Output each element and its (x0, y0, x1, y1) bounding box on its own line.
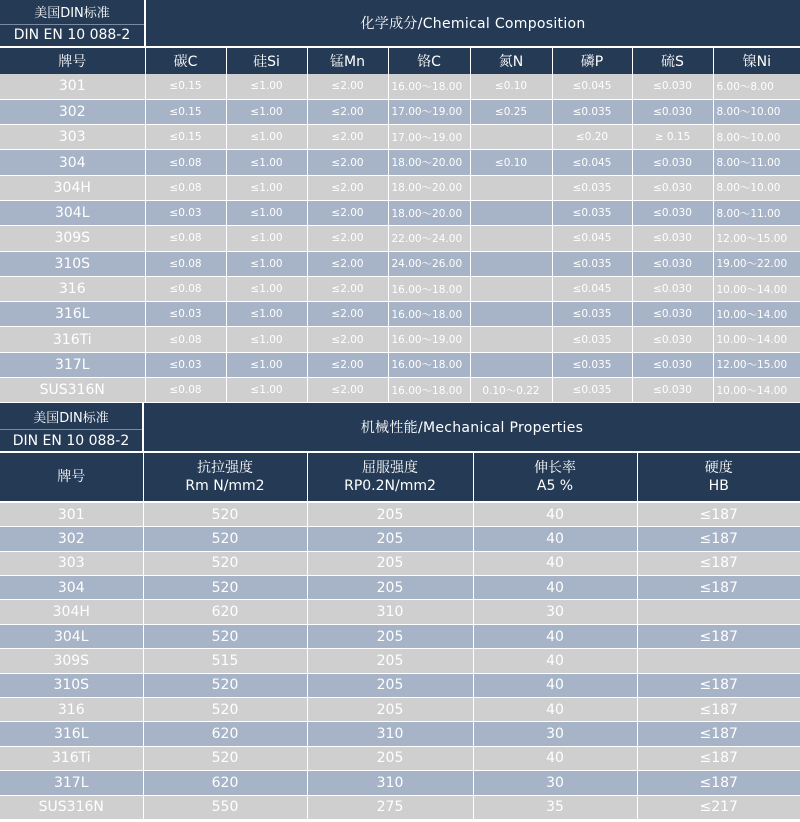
value-cell: ≤0.08 (145, 276, 226, 301)
value-cell: 8.00～10.00 (713, 99, 800, 124)
value-cell (470, 276, 552, 301)
mech-header-property (473, 452, 637, 502)
value-cell: ≤0.030 (632, 99, 713, 124)
value-cell: 10.00～14.00 (713, 378, 800, 403)
value-cell: ≤1.00 (226, 276, 307, 301)
value-cell: ≤0.25 (470, 99, 552, 124)
value-cell: ≤0.030 (632, 352, 713, 377)
table-row (0, 99, 800, 124)
value-cell: 16.00～18.00 (388, 74, 470, 99)
value-cell: ≤1.00 (226, 378, 307, 403)
value-cell: ≤2.00 (307, 125, 388, 150)
value-cell: ≤0.045 (552, 150, 632, 175)
value-cell: 550 (143, 795, 307, 819)
table-row (0, 551, 800, 575)
value-cell: 520 (143, 746, 307, 770)
value-cell: 16.00～18.00 (388, 352, 470, 377)
value-cell: ≤0.08 (145, 226, 226, 251)
value-cell: ≤217 (637, 795, 800, 819)
grade-cell: 316 (0, 276, 145, 301)
value-cell (637, 600, 800, 624)
value-cell: ≤2.00 (307, 175, 388, 200)
value-cell: ≤0.08 (145, 327, 226, 352)
grade-cell: 303 (0, 551, 143, 575)
value-cell: 310 (307, 771, 473, 795)
table-row (0, 200, 800, 225)
table-row (0, 697, 800, 721)
value-cell: ≤0.030 (632, 226, 713, 251)
value-cell: ≤0.035 (552, 352, 632, 377)
value-cell: ≤2.00 (307, 302, 388, 327)
value-cell: 40 (473, 746, 637, 770)
value-cell: 520 (143, 551, 307, 575)
value-cell: ≤2.00 (307, 200, 388, 225)
header-cn-label: 屈服强度 (362, 460, 418, 477)
value-cell (470, 226, 552, 251)
value-cell: 8.00～10.00 (713, 175, 800, 200)
mech-header-grade (0, 452, 143, 502)
value-cell: ≤0.030 (632, 175, 713, 200)
value-cell: 35 (473, 795, 637, 819)
value-cell: ≤2.00 (307, 378, 388, 403)
value-cell: ≤0.08 (145, 150, 226, 175)
table-row (0, 302, 800, 327)
value-cell (470, 327, 552, 352)
value-cell: 40 (473, 624, 637, 648)
value-cell: 520 (143, 673, 307, 697)
value-cell: ≤1.00 (226, 175, 307, 200)
value-cell: ≤187 (637, 551, 800, 575)
table-row (0, 527, 800, 551)
mech-standard-cn: 美国DIN标准 (0, 403, 143, 429)
header-en-label: HB (708, 478, 729, 495)
value-cell: ≤187 (637, 771, 800, 795)
value-cell: ≤0.030 (632, 251, 713, 276)
value-cell: 17.00～19.00 (388, 99, 470, 124)
value-cell: 205 (307, 624, 473, 648)
grade-cell: SUS316N (0, 378, 145, 403)
table-row (0, 251, 800, 276)
value-cell: ≤0.030 (632, 276, 713, 301)
value-cell: ≤1.00 (226, 251, 307, 276)
header-cn-label: 伸长率 (534, 460, 576, 477)
grade-cell: 309S (0, 226, 145, 251)
value-cell: ≥ 0.15 (632, 125, 713, 150)
value-cell (637, 649, 800, 673)
value-cell: 16.00～18.00 (388, 378, 470, 403)
value-cell: ≤0.20 (552, 125, 632, 150)
value-cell: 8.00～11.00 (713, 200, 800, 225)
grade-cell: 317L (0, 352, 145, 377)
value-cell: ≤0.15 (145, 125, 226, 150)
grade-cell: 304L (0, 624, 143, 648)
value-cell: 40 (473, 527, 637, 551)
chem-table-body (0, 74, 800, 403)
value-cell: ≤0.045 (552, 276, 632, 301)
header-cn-label: 牌号 (57, 469, 86, 486)
grade-cell: 304H (0, 175, 145, 200)
value-cell: 30 (473, 722, 637, 746)
mech-header-property (143, 452, 307, 502)
value-cell: 520 (143, 502, 307, 526)
table-row (0, 746, 800, 770)
grade-cell: 309S (0, 649, 143, 673)
table-row (0, 502, 800, 526)
value-cell: ≤0.10 (470, 74, 552, 99)
value-cell: 205 (307, 649, 473, 673)
value-cell: ≤2.00 (307, 276, 388, 301)
value-cell: ≤0.030 (632, 302, 713, 327)
value-cell: ≤187 (637, 746, 800, 770)
value-cell: ≤0.10 (470, 150, 552, 175)
value-cell: 18.00～20.00 (388, 175, 470, 200)
grade-cell: 301 (0, 74, 145, 99)
value-cell: ≤1.00 (226, 99, 307, 124)
chem-header-element: 磷P (552, 47, 632, 74)
value-cell: ≤187 (637, 697, 800, 721)
mech-table-body (0, 502, 800, 819)
value-cell (470, 200, 552, 225)
value-cell: ≤0.030 (632, 200, 713, 225)
header-cn-label: 抗拉强度 (197, 460, 253, 477)
value-cell: 205 (307, 576, 473, 600)
value-cell: 40 (473, 649, 637, 673)
value-cell: 10.00～14.00 (713, 276, 800, 301)
value-cell: ≤187 (637, 527, 800, 551)
value-cell: 22.00～24.00 (388, 226, 470, 251)
value-cell: 520 (143, 576, 307, 600)
grade-cell: 304 (0, 150, 145, 175)
value-cell: 520 (143, 697, 307, 721)
grade-cell: 316L (0, 722, 143, 746)
value-cell: 205 (307, 551, 473, 575)
table-row (0, 352, 800, 377)
chem-standard-code: DIN EN 10 088-2 (0, 24, 145, 47)
grade-cell: SUS316N (0, 795, 143, 819)
value-cell: 205 (307, 697, 473, 721)
value-cell: 620 (143, 722, 307, 746)
value-cell: 10.00～14.00 (713, 327, 800, 352)
value-cell: ≤0.08 (145, 175, 226, 200)
mechanical-properties-table (0, 403, 800, 820)
value-cell: 205 (307, 502, 473, 526)
mech-standard-code: DIN EN 10 088-2 (0, 429, 143, 452)
value-cell: ≤0.035 (552, 327, 632, 352)
table-row (0, 576, 800, 600)
value-cell: ≤187 (637, 576, 800, 600)
value-cell: ≤1.00 (226, 200, 307, 225)
value-cell: 16.00～18.00 (388, 276, 470, 301)
value-cell: ≤0.030 (632, 150, 713, 175)
value-cell: 17.00～19.00 (388, 125, 470, 150)
value-cell: 6.00～8.00 (713, 74, 800, 99)
chem-header-element: 硫S (632, 47, 713, 74)
value-cell: 520 (143, 624, 307, 648)
chem-header-element: 锰Mn (307, 47, 388, 74)
table-row (0, 673, 800, 697)
mech-header-property (637, 452, 800, 502)
value-cell: 205 (307, 527, 473, 551)
table-row (0, 150, 800, 175)
table-row (0, 74, 800, 99)
value-cell: 12.00～15.00 (713, 352, 800, 377)
chemical-composition-table (0, 0, 800, 403)
chem-header-element: 镍Ni (713, 47, 800, 74)
table-row (0, 771, 800, 795)
value-cell: 620 (143, 600, 307, 624)
value-cell: ≤0.035 (552, 99, 632, 124)
grade-cell: 316Ti (0, 327, 145, 352)
chem-standard-cn: 美国DIN标准 (0, 0, 145, 24)
grade-cell: 302 (0, 99, 145, 124)
grade-cell: 310S (0, 673, 143, 697)
value-cell: 30 (473, 600, 637, 624)
value-cell: ≤2.00 (307, 251, 388, 276)
grade-cell: 316L (0, 302, 145, 327)
table-row (0, 600, 800, 624)
table-row (0, 276, 800, 301)
grade-cell: 304H (0, 600, 143, 624)
grade-cell: 304L (0, 200, 145, 225)
value-cell: 205 (307, 746, 473, 770)
value-cell: 24.00～26.00 (388, 251, 470, 276)
chem-header-element: 硅Si (226, 47, 307, 74)
grade-cell: 302 (0, 527, 143, 551)
value-cell (470, 175, 552, 200)
value-cell: ≤0.035 (552, 302, 632, 327)
value-cell: ≤1.00 (226, 226, 307, 251)
chem-header-grade: 牌号 (0, 47, 145, 74)
value-cell: ≤2.00 (307, 226, 388, 251)
value-cell: ≤2.00 (307, 99, 388, 124)
value-cell: 8.00～10.00 (713, 125, 800, 150)
header-en-label: A5 % (536, 478, 574, 495)
table-row (0, 722, 800, 746)
value-cell: ≤1.00 (226, 327, 307, 352)
value-cell: 30 (473, 771, 637, 795)
chem-header-element: 铬C (388, 47, 470, 74)
mech-table-title: 机械性能/Mechanical Properties (143, 403, 800, 452)
value-cell: ≤1.00 (226, 150, 307, 175)
header-en-label: Rm N/mm2 (185, 478, 265, 495)
value-cell: 40 (473, 673, 637, 697)
grade-cell: 303 (0, 125, 145, 150)
chem-table-title: 化学成分/Chemical Composition (145, 0, 800, 47)
value-cell: 620 (143, 771, 307, 795)
table-row (0, 226, 800, 251)
value-cell: ≤0.030 (632, 378, 713, 403)
value-cell: 8.00～11.00 (713, 150, 800, 175)
value-cell: 520 (143, 527, 307, 551)
value-cell: 205 (307, 673, 473, 697)
grade-cell: 301 (0, 502, 143, 526)
value-cell: ≤0.030 (632, 327, 713, 352)
value-cell: ≤187 (637, 673, 800, 697)
value-cell: ≤0.035 (552, 251, 632, 276)
value-cell: ≤0.045 (552, 226, 632, 251)
value-cell: 40 (473, 697, 637, 721)
value-cell: 0.10～0.22 (470, 378, 552, 403)
value-cell: ≤0.03 (145, 302, 226, 327)
value-cell: ≤0.035 (552, 378, 632, 403)
value-cell: ≤2.00 (307, 352, 388, 377)
table-row (0, 624, 800, 648)
value-cell: ≤0.03 (145, 200, 226, 225)
value-cell (470, 302, 552, 327)
table-row (0, 795, 800, 819)
table-row (0, 378, 800, 403)
table-row (0, 649, 800, 673)
value-cell (470, 125, 552, 150)
chem-header-element: 碳C (145, 47, 226, 74)
table-row (0, 125, 800, 150)
value-cell: ≤0.08 (145, 378, 226, 403)
value-cell: ≤0.035 (552, 200, 632, 225)
value-cell: ≤187 (637, 624, 800, 648)
value-cell: ≤1.00 (226, 125, 307, 150)
value-cell: 310 (307, 722, 473, 746)
value-cell: ≤0.03 (145, 352, 226, 377)
grade-cell: 304 (0, 576, 143, 600)
value-cell: 16.00～19.00 (388, 327, 470, 352)
mech-header-property (307, 452, 473, 502)
grade-cell: 310S (0, 251, 145, 276)
value-cell: ≤0.035 (552, 175, 632, 200)
value-cell: ≤0.030 (632, 74, 713, 99)
header-cn-label: 硬度 (704, 460, 733, 477)
grade-cell: 317L (0, 771, 143, 795)
value-cell: 10.00～14.00 (713, 302, 800, 327)
mech-column-headers (0, 452, 800, 502)
value-cell: ≤1.00 (226, 302, 307, 327)
value-cell: 40 (473, 551, 637, 575)
value-cell: 40 (473, 502, 637, 526)
value-cell: ≤2.00 (307, 74, 388, 99)
value-cell: 18.00～20.00 (388, 150, 470, 175)
table-row (0, 175, 800, 200)
value-cell (470, 352, 552, 377)
value-cell: ≤187 (637, 722, 800, 746)
value-cell: ≤187 (637, 502, 800, 526)
chem-header-element: 氮N (470, 47, 552, 74)
value-cell: 40 (473, 576, 637, 600)
value-cell: 16.00～18.00 (388, 302, 470, 327)
value-cell: ≤2.00 (307, 327, 388, 352)
value-cell: 515 (143, 649, 307, 673)
value-cell: ≤2.00 (307, 150, 388, 175)
value-cell: ≤0.15 (145, 74, 226, 99)
chem-column-headers (0, 47, 800, 74)
value-cell: ≤1.00 (226, 74, 307, 99)
header-en-label: RP0.2N/mm2 (344, 478, 436, 495)
value-cell (470, 251, 552, 276)
value-cell: 19.00～22.00 (713, 251, 800, 276)
value-cell: ≤0.15 (145, 99, 226, 124)
table-row (0, 327, 800, 352)
grade-cell: 316 (0, 697, 143, 721)
value-cell: 275 (307, 795, 473, 819)
value-cell: 310 (307, 600, 473, 624)
value-cell: ≤1.00 (226, 352, 307, 377)
grade-cell: 316Ti (0, 746, 143, 770)
value-cell: 18.00～20.00 (388, 200, 470, 225)
value-cell: 12.00～15.00 (713, 226, 800, 251)
value-cell: ≤0.08 (145, 251, 226, 276)
value-cell: ≤0.045 (552, 74, 632, 99)
